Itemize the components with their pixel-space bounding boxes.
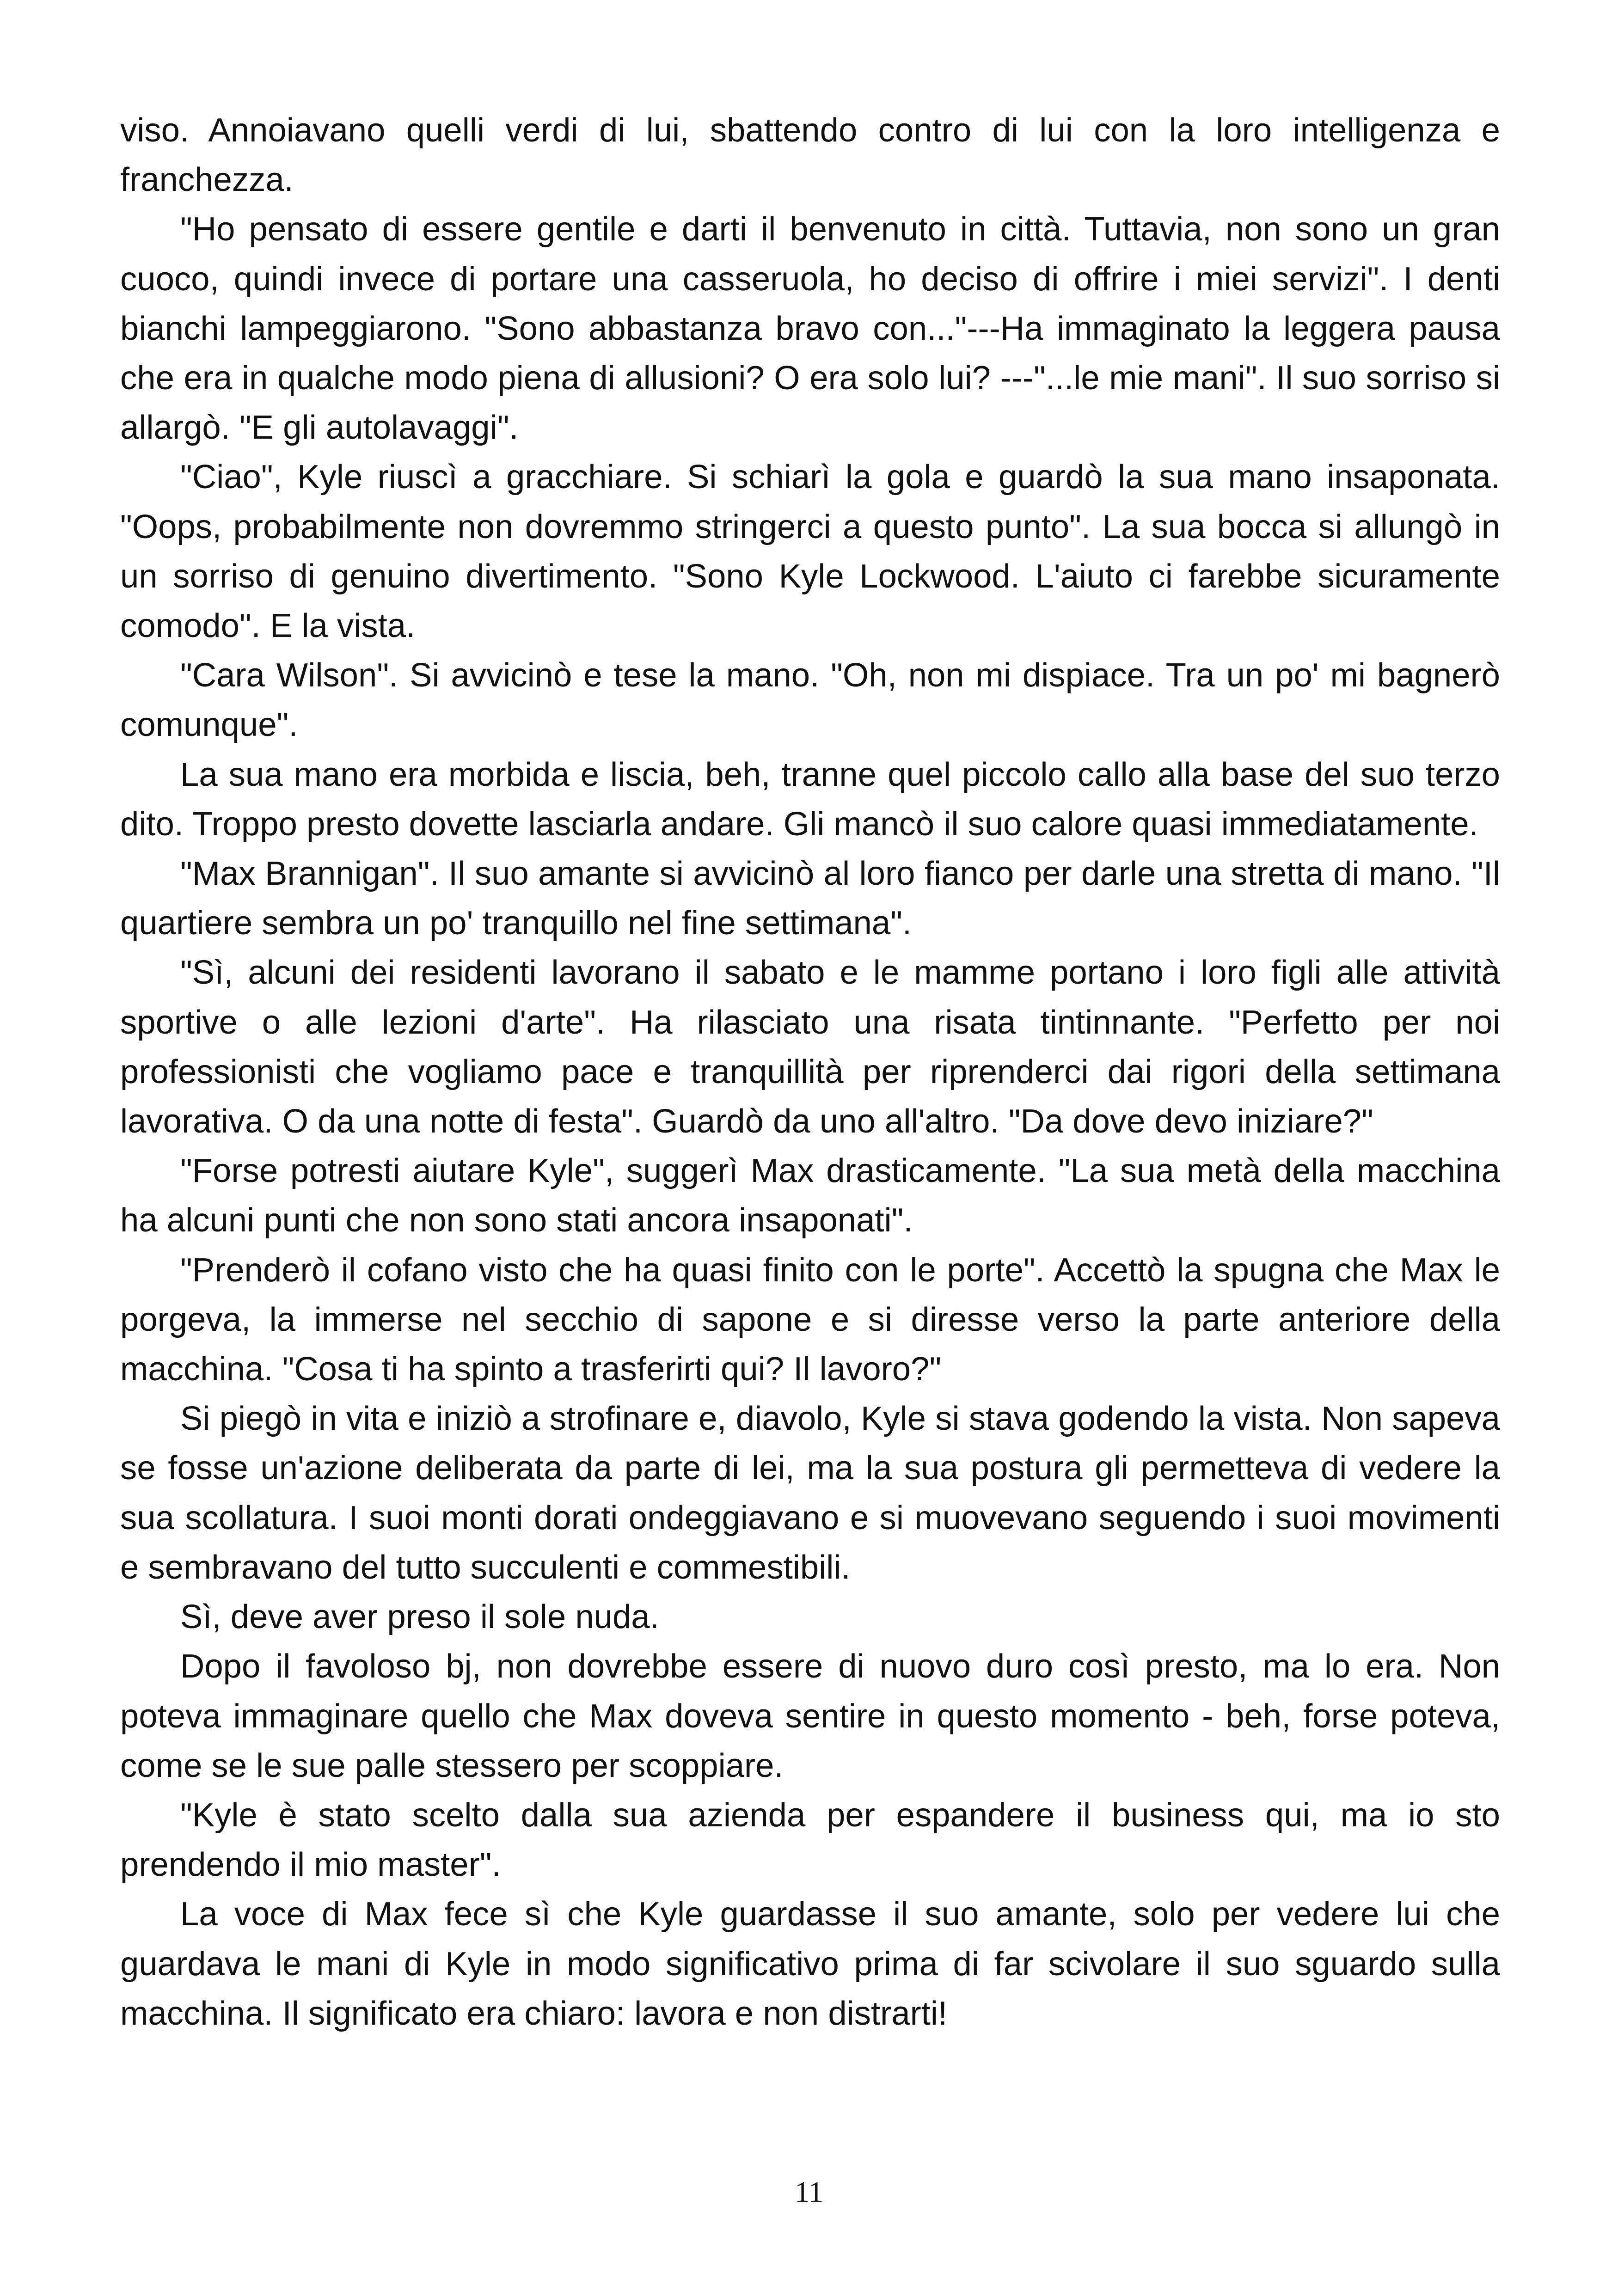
paragraph-13: "Kyle è stato scelto dalla sua azienda per espandere il business qui, ma io sto prendendo il mio master". — [120, 1796, 1500, 1884]
paragraph-6: "Max Brannigan". Il suo amante si avvicinò al loro fianco per darle una stretta di mano. "Il quartiere sembra un po' tranquillo nel fine settimana". — [120, 855, 1500, 942]
paragraph-8: "Forse potresti aiutare Kyle", suggerì Max drasticamente. "La sua metà della macchina ha alcuni punti che non sono stati ancora insaponati". — [120, 1152, 1500, 1239]
paragraph-5: La sua mano era morbida e liscia, beh, tranne quel piccolo callo alla base del suo terzo dito. Troppo presto dovette lasciarla andare. Gli mancò il suo calore quasi immediatamente. — [120, 755, 1500, 843]
paragraph-12: Dopo il favoloso bj, non dovrebbe essere di nuovo duro così presto, ma lo era. Non poteva immaginare quello che Max doveva sentire in questo momento - beh, forse poteva, come se le sue palle stessero per scoppiare. — [120, 1647, 1500, 1784]
paragraph-4: "Cara Wilson". Si avvicinò e tese la mano. "Oh, non mi dispiace. Tra un po' mi bagnerò comunque". — [120, 656, 1500, 744]
paragraph-2: "Ho pensato di essere gentile e darti il benvenuto in città. Tuttavia, non sono un gran cuoco, quindi invece di portare una casseruola, ho deciso di offrire i miei servizi". I denti bianchi lampeggiarono. "Sono abbastanza bravo con..."---Ha immaginato la leggera pausa che era in qualche modo piena di allusioni? O era solo lui? ---"...le mie mani". Il suo sorriso si allargò. "E gli autolavaggi". — [120, 210, 1500, 447]
paragraph-7: "Sì, alcuni dei residenti lavorano il sabato e le mamme portano i loro figli alle attività sportive o alle lezioni d'arte". Ha rilasciato una risata tintinnante. "Perfetto per noi professionisti che vogliamo pace e tranquillità per riprenderci dai rigori della settimana lavorativa. O da una notte di festa". Guardò da uno all'altro. "Da dove devo iniziare?" — [120, 954, 1500, 1140]
page-number: 11 — [795, 2175, 823, 2208]
paragraph-14: La voce di Max fece sì che Kyle guardasse il suo amante, solo per vedere lui che guardava le mani di Kyle in modo significativo prima di far scivolare il suo sguardo sulla macchina. Il significato era chiaro: lavora e non distrarti! — [120, 1895, 1500, 2032]
page-body — [120, 105, 1500, 2038]
paragraph-10: Si piegò in vita e iniziò a strofinare e, diavolo, Kyle si stava godendo la vista. Non sapeva se fosse un'azione deliberata da parte di lei, ma la sua postura gli permetteva di vedere la sua scollatura. I suoi monti dorati ondeggiavano e si muovevano seguendo i suoi movimenti e sembravano del tutto succulenti e commestibili. — [120, 1400, 1500, 1586]
paragraph-9: "Prenderò il cofano visto che ha quasi finito con le porte". Accettò la spugna che Max le porgeva, la immerse nel secchio di sapone e si diresse verso la parte anteriore della macchina. "Cosa ti ha spinto a trasferirti qui? Il lavoro?" — [120, 1251, 1500, 1388]
paragraph-1: viso. Annoiavano quelli verdi di lui, sbattendo contro di lui con la loro intelligenza e franchezza. — [120, 111, 1500, 199]
paragraph-11: Sì, deve aver preso il sole nuda. — [180, 1598, 659, 1636]
paragraph-3: "Ciao", Kyle riuscì a gracchiare. Si schiarì la gola e guardò la sua mano insaponata. "Oops, probabilmente non dovremmo stringerci a questo punto". La sua bocca si allungò in un sorriso di genuino divertimento. "Sono Kyle Lockwood. L'aiuto ci farebbe sicuramente comodo". E la vista. — [120, 458, 1500, 645]
